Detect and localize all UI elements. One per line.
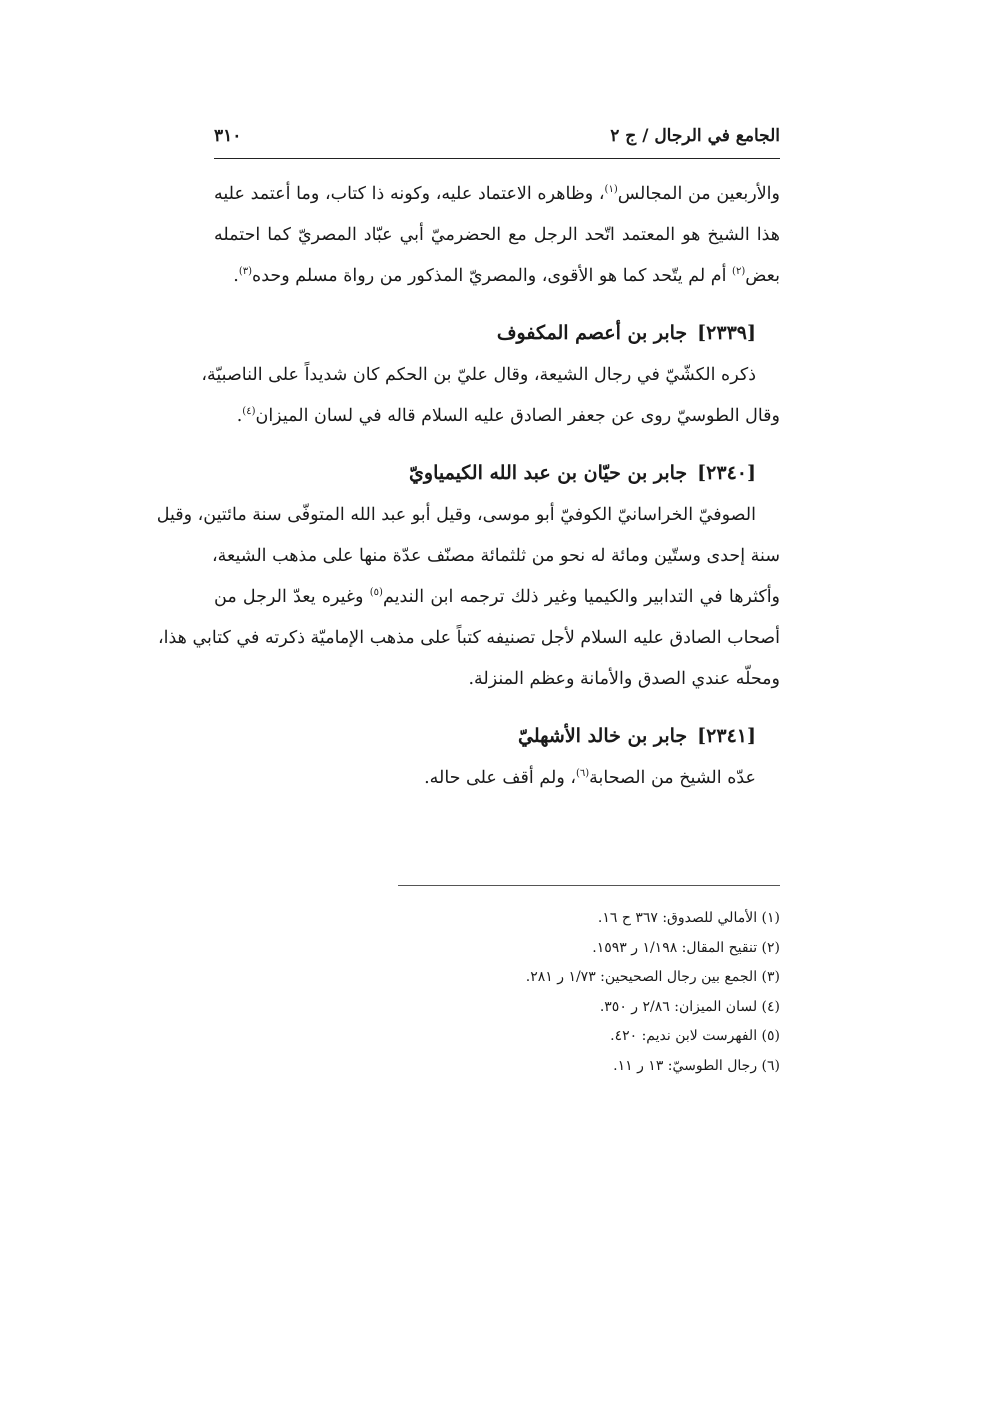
intro-paragraph: [214, 174, 780, 297]
text-line: هذا الشيخ هو المعتمد اتّحد الرجل مع الحضرميّ أبي عبّاد المصريّ كما احتمله: [214, 225, 780, 245]
entry-name: جابر بن خالد الأشهليّ: [518, 725, 688, 747]
entry-name: جابر بن أعصم المكفوف: [496, 322, 688, 344]
header-rule: [214, 158, 780, 159]
text-line: وقال الطوسيّ روى عن جعفر الصادق عليه السلام قاله في لسان الميزان$^{(٤)}$.: [236, 406, 780, 426]
text-line: بعض$^{(٢)}$ أم لم يتّحد كما هو الأقوى، والمصريّ المذكور من رواة مسلم وحده$^{(٣)}$.: [233, 266, 780, 286]
text-line: ومحلّه عندي الصدق والأمانة وعظم المنزلة.: [468, 669, 780, 689]
footnote: (١) الأمالي للصدوق: ٣٦٧ ح ١٦.: [597, 910, 780, 926]
text-line: وأكثرها في التدابير والكيميا وغير ذلك ترجمه ابن النديم$^{(٥)}$ وغيره يعدّ الرجل من: [214, 587, 781, 607]
footnote-rule: [398, 885, 780, 886]
text-line: ذكره الكشّيّ في رجال الشيعة، وقال عليّ بن الحكم كان شديداً على الناصبيّة،: [201, 365, 756, 385]
footnote-marker[interactable]: (٤): [242, 406, 256, 418]
running-title: الجامع في الرجال / ج ٢: [610, 126, 780, 146]
footnote-marker[interactable]: (٦): [575, 768, 590, 780]
entry-paragraph: [156, 495, 781, 700]
entry-heading: [214, 714, 780, 758]
text-line: الصوفيّ الخراسانيّ الكوفيّ أبو موسى، وقيل أبو عبد الله المتوفّى سنة مائتين، وقيل: [156, 505, 756, 525]
entry-heading: [214, 311, 780, 355]
footnote-marker[interactable]: (٣): [238, 266, 253, 278]
book-page: [156, 118, 781, 1074]
entry-number: [٢٣٤٠]: [697, 462, 756, 484]
main-text: [156, 174, 781, 799]
entry-paragraph: [201, 355, 780, 437]
entry-number: [٢٣٣٩]: [697, 322, 756, 344]
text-line: عدّه الشيخ من الصحابة$^{(٦)}$، ولم أقف على حاله.: [424, 768, 756, 788]
text-line: سنة إحدى وستّين ومائة له نحو من ثلثمائة مصنّف عدّة منها على مذهب الشيعة،: [211, 546, 780, 566]
footnote-marker[interactable]: (٥): [369, 587, 383, 599]
text-line: والأربعين من المجالس$^{(١)}$، وظاهره الاعتماد عليه، وكونه ذا كتاب، وما أعتمد عليه: [214, 184, 780, 204]
footnote: (٥) الفهرست لابن نديم: ٤٢٠.: [610, 1028, 780, 1045]
running-head: [214, 118, 780, 148]
footnote: (٢) تنقيح المقال: ١/١٩٨ ر ١٥٩٣.: [592, 939, 780, 956]
footnote-marker[interactable]: (١): [604, 184, 618, 196]
entry-heading: [214, 451, 780, 495]
footnote: (٦) رجال الطوسيّ: ١٣ ر ١١.: [613, 1057, 780, 1074]
footnotes-list: [214, 904, 780, 1082]
text-line: أصحاب الصادق عليه السلام لأجل تصنيفه كتباً على مذهب الإماميّة ذكرته في كتابي هذا،: [157, 628, 780, 648]
footnote: (٤) لسان الميزان: ٢/٨٦ ر ٣٥٠.: [599, 998, 780, 1015]
entry-number: [٢٣٤١]: [697, 725, 756, 747]
footnote-marker[interactable]: (٢): [732, 266, 746, 278]
footnote: (٣) الجمع بين رجال الصحيحين: ١/٧٣ ر ٢٨١.: [525, 969, 780, 986]
page-number: ٣١٠: [214, 126, 242, 146]
entry-paragraph: [214, 758, 780, 799]
entry-name: جابر بن حيّان بن عبد الله الكيمياويّ: [409, 462, 688, 484]
